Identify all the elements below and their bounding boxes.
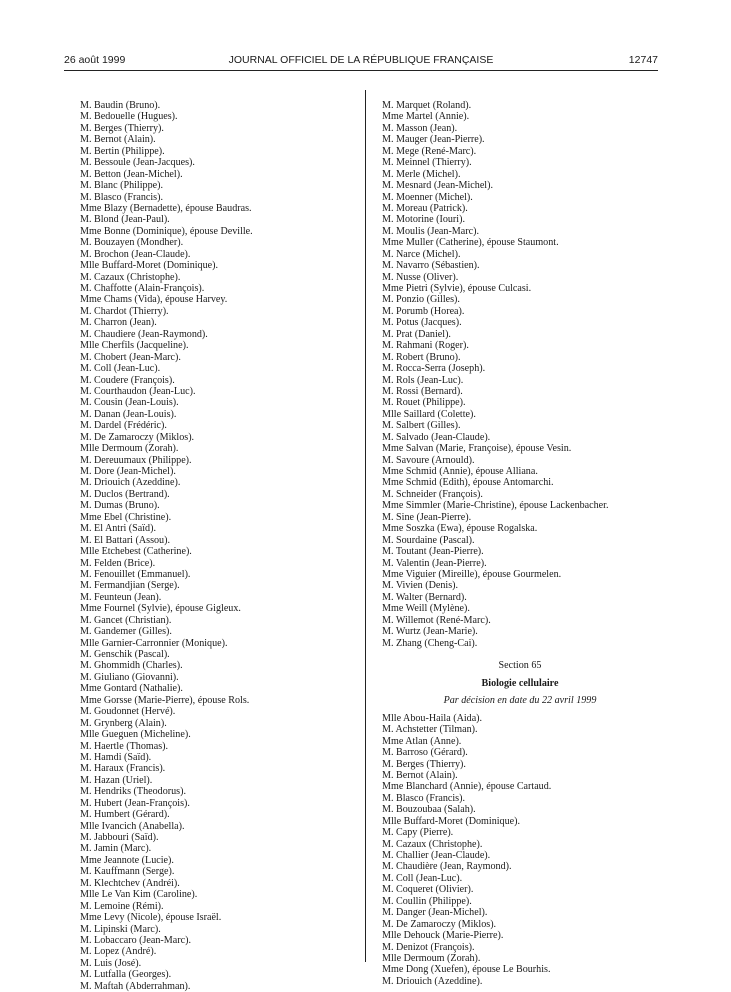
right-column-list-top [382,100,658,649]
list-item: M. Gandemer (Gilles). [80,626,172,638]
section-subtitle: Biologie cellulaire [481,677,559,689]
list-item: M. Motorine (Iouri). [382,214,465,226]
list-item: M. Berges (Thierry). [80,122,164,134]
left-column [80,100,356,992]
page-header [64,54,658,68]
list-item: Mme Levy (Nicole), épouse Israël. [80,912,222,924]
list-item: M. Berges (Thierry). [382,758,466,770]
list-item: M. Courthaudon (Jean-Luc). [80,385,196,397]
list-item: Mlle Dermoum (Zorah). [80,443,179,455]
list-item: M. Dore (Jean-Michel). [80,466,176,477]
list-item: M. El Battari (Assou). [80,534,170,546]
list-item: Mme Pietri (Sylvie), épouse Culcasi. [382,283,532,294]
list-item: M. Haertle (Thomas). [80,740,169,752]
list-item: M. Cazaux (Christophe). [80,271,181,283]
list-item: Mlle Dehouck (Marie-Pierre). [382,930,504,942]
list-item: Mme Dong (Xuefen), épouse Le Bourhis. [382,964,551,976]
list-item: Mlle Buffard-Moret (Dominique). [382,815,521,827]
list-item: M. Mesnard (Jean-Michel). [382,180,493,192]
list-item: M. Narce (Michel). [382,248,461,260]
list-item: M. El Antri (Saïd). [80,523,156,535]
list-item: M. Betton (Jean-Michel). [80,168,183,180]
list-item: M. Feunteun (Jean). [80,591,162,603]
list-item: M. Bernot (Alain). [80,134,156,146]
page-number: 12747 [628,54,658,66]
list-item: M. Coll (Jean-Luc). [382,872,463,884]
list-item: M. Bouzoubaa (Salah). [382,804,476,816]
list-item: M. Lutfalla (Georges). [80,969,172,981]
list-item: M. Bedouelle (Hugues). [80,111,178,123]
list-item: M. Mege (René-Marc). [382,145,477,157]
list-item: M. Dardel (Frédéric). [80,420,167,432]
list-item: M. Vivien (Denis). [382,580,459,592]
list-item: M. Mauger (Jean-Pierre). [382,134,485,146]
list-item: M. Felden (Brice). [80,557,156,569]
list-item: M. Haraux (Francis). [80,763,166,775]
list-item: M. Lobaccaro (Jean-Marc). [80,934,191,946]
list-item: M. Capy (Pierre). [382,827,454,839]
list-item: M. Bessoule (Jean-Jacques). [80,157,195,169]
list-item: M. Genschik (Pascal). [80,649,170,660]
list-item: M. Wurtz (Jean-Marie). [382,626,478,638]
list-item: M. Coqueret (Olivier). [382,884,474,896]
list-item: M. Grynberg (Alain). [80,717,167,729]
list-item: M. Chobert (Jean-Marc). [80,351,181,363]
list-item: M. Ghommidh (Charles). [80,660,183,672]
list-item: M. Rocca-Serra (Joseph). [382,363,486,375]
list-item: M. Chaffotte (Alain-François). [80,283,205,294]
list-item: Mlle Le Van Kim (Caroline). [80,889,198,901]
list-item: M. Cousin (Jean-Louis). [80,397,179,409]
list-item: Mlle Saillard (Colette). [382,408,476,420]
list-item: M. Willemot (René-Marc). [382,614,491,626]
list-item: M. Coullin (Philippe). [382,895,472,907]
right-column [382,100,658,987]
list-item: M. De Zamaroczy (Miklos). [382,918,497,930]
list-item: M. Danger (Jean-Michel). [382,907,488,919]
list-item: M. Jamin (Marc). [80,843,152,855]
list-item: M. Fermandjian (Serge). [80,580,180,592]
list-item: M. Sine (Jean-Pierre). [382,511,472,523]
list-item: Mme Fournel (Sylvie), épouse Gigleux. [80,603,241,615]
list-item: Mme Ebel (Christine). [80,511,172,523]
list-item: M. Blanc (Philippe). [80,180,163,192]
list-item: M. Rouet (Philippe). [382,397,466,409]
list-item: M. Hazan (Uriel). [80,774,153,786]
list-item: Mme Gontard (Nathalie). [80,683,183,695]
list-item: M. Toutant (Jean-Pierre). [382,546,484,558]
list-item: M. Ponzio (Gilles). [382,294,460,306]
list-item: M. Savoure (Arnould). [382,454,475,466]
right-column-list-bottom [382,713,658,988]
list-item: M. Potus (Jacques). [382,317,462,329]
list-item: M. Lipinski (Marc). [80,923,161,935]
list-item: M. Bouzayen (Mondher). [80,237,184,249]
list-item: M. Schneider (François). [382,488,483,500]
list-item: Mlle Gueguen (Micheline). [80,729,191,741]
list-item: M. Nusse (Oliver). [382,271,459,283]
list-item: M. Driouich (Azeddine). [382,975,483,987]
list-item: M. Goudonnet (Hervé). [80,706,176,718]
list-item: M. Coudere (François). [80,374,175,386]
column-divider [365,90,366,962]
list-item: M. Maftah (Abderrahman). [80,980,191,992]
list-item: M. Moulis (Jean-Marc). [382,225,479,237]
list-item: M. Cazaux (Christophe). [382,838,483,850]
list-item: Mme Viguier (Mireille), épouse Gourmelen. [382,568,562,580]
list-item: M. Lemoine (Rémi). [80,900,164,912]
list-item: Mme Atlan (Anne). [382,735,462,747]
list-item: M. Rols (Jean-Luc). [382,374,464,386]
list-item: M. Salvado (Jean-Claude). [382,431,491,443]
list-item: M. Rossi (Bernard). [382,385,463,397]
list-item: M. Hendriks (Theodorus). [80,786,186,798]
list-item: Mlle Abou-Haila (Aida). [382,712,483,724]
list-item: M. Bernot (Alain). [382,769,458,781]
list-item: Mlle Etchebest (Catherine). [80,546,192,558]
list-item: M. Masson (Jean). [382,122,458,134]
list-item: M. Moreau (Patrick). [382,202,468,214]
list-item: M. Chaudière (Jean, Raymond). [382,861,512,873]
list-item: Mme Chams (Vida), épouse Harvey. [80,294,228,306]
journal-title: JOURNAL OFFICIEL DE LA RÉPUBLIQUE FRANÇAISE [228,54,494,66]
list-item: M. Rahmani (Roger). [382,340,469,352]
list-item: M. Bertin (Philippe). [80,145,165,157]
list-item: M. Luis (José). [80,957,142,969]
list-item: M. Porumb (Horea). [382,305,465,317]
list-item: M. Moenner (Michel). [382,191,473,203]
list-item: Mme Soszka (Ewa), épouse Rogalska. [382,523,538,535]
list-item: M. Coll (Jean-Luc). [80,363,161,375]
list-item: Mme Salvan (Marie, Françoise), épouse Vesin. [382,443,572,455]
list-item: M. Robert (Bruno). [382,351,461,363]
list-item: M. Barroso (Gérard). [382,747,468,759]
list-item: M. Marquet (Roland). [382,100,472,111]
list-item: M. Brochon (Jean-Claude). [80,248,191,260]
list-item: M. Chardot (Thierry). [80,305,169,317]
list-item: M. Prat (Daniel). [382,328,451,340]
list-item: Mme Schmid (Edith), épouse Antomarchi. [382,477,554,489]
list-item: Mlle Dermoum (Zorah). [382,952,481,964]
list-item: M. Walter (Bernard). [382,591,467,603]
list-item: M. Danan (Jean-Louis). [80,408,177,420]
list-item: M. Giuliano (Giovanni). [80,671,179,683]
list-item: M. Challier (Jean-Claude). [382,850,491,861]
list-item: M. Valentin (Jean-Pierre). [382,557,487,569]
list-item: Mme Blazy (Bernadette), épouse Baudras. [80,202,252,214]
list-item: Mlle Ivancich (Anabella). [80,820,185,832]
list-item: M. Navarro (Sébastien). [382,260,480,272]
list-item: M. Merle (Michel). [382,168,461,180]
list-item: Mme Martel (Annie). [382,111,470,123]
list-item: M. Kauffmann (Serge). [80,866,175,878]
list-item: M. Charron (Jean). [80,317,157,329]
list-item: M. Humbert (Gérard). [80,809,170,821]
list-item: M. Fenouillet (Emmanuel). [80,568,191,580]
list-item: M. Blasco (Francis). [80,191,163,203]
list-item: M. Baudin (Bruno). [80,100,161,111]
section-decision-date: Par décision en date du 22 avril 1999 [443,695,597,707]
list-item: M. Achstetter (Tilman). [382,724,478,736]
list-item: M. Dumas (Bruno). [80,500,160,512]
list-item: M. Zhang (Cheng-Cai). [382,637,478,649]
list-item: M. Blond (Jean-Paul). [80,214,170,226]
issue-date: 26 août 1999 [64,54,126,66]
list-item: Mme Gorsse (Marie-Pierre), épouse Rols. [80,694,250,706]
list-item: Mme Bonne (Dominique), épouse Deville. [80,225,253,237]
list-item: Mlle Buffard-Moret (Dominique). [80,260,219,272]
list-item: M. Duclos (Bertrand). [80,488,170,500]
list-item: Mme Muller (Catherine), épouse Staumont. [382,237,559,249]
list-item: Mlle Cherfils (Jacqueline). [80,340,189,352]
list-item: Mme Schmid (Annie), épouse Alliana. [382,466,538,477]
list-item: M. Lopez (André). [80,946,157,958]
section-title: Section 65 [498,660,542,672]
list-item: M. Chaudiere (Jean-Raymond). [80,328,208,340]
list-item: M. Denizot (François). [382,941,475,953]
list-item: M. Klechtchev (Andréi). [80,877,180,889]
list-item: Mme Weill (Mylène). [382,603,470,615]
list-item: M. Salbert (Gilles). [382,420,461,432]
list-item: M. Hubert (Jean-François). [80,797,190,809]
list-item: M. Dereuumaux (Philippe). [80,454,192,466]
list-item: Mme Jeannote (Lucie). [80,854,174,866]
list-item: M. Driouich (Azeddine). [80,477,181,489]
list-item: M. Sourdaine (Pascal). [382,534,475,546]
list-item: M. Jabbouri (Saïd). [80,832,159,843]
list-item: Mme Blanchard (Annie), épouse Cartaud. [382,781,552,793]
list-item: Mlle Garnier-Carronnier (Monique). [80,637,228,649]
list-item: M. Meinnel (Thierry). [382,157,472,169]
list-item: M. Gancet (Christian). [80,614,172,626]
list-item: M. Blasco (Francis). [382,792,465,804]
list-item: Mme Simmler (Marie-Christine), épouse Lackenbacher. [382,500,609,512]
header-rule [64,70,658,71]
list-item: M. Hamdi (Saïd). [80,751,152,763]
list-item: M. De Zamaroczy (Miklos). [80,431,195,443]
